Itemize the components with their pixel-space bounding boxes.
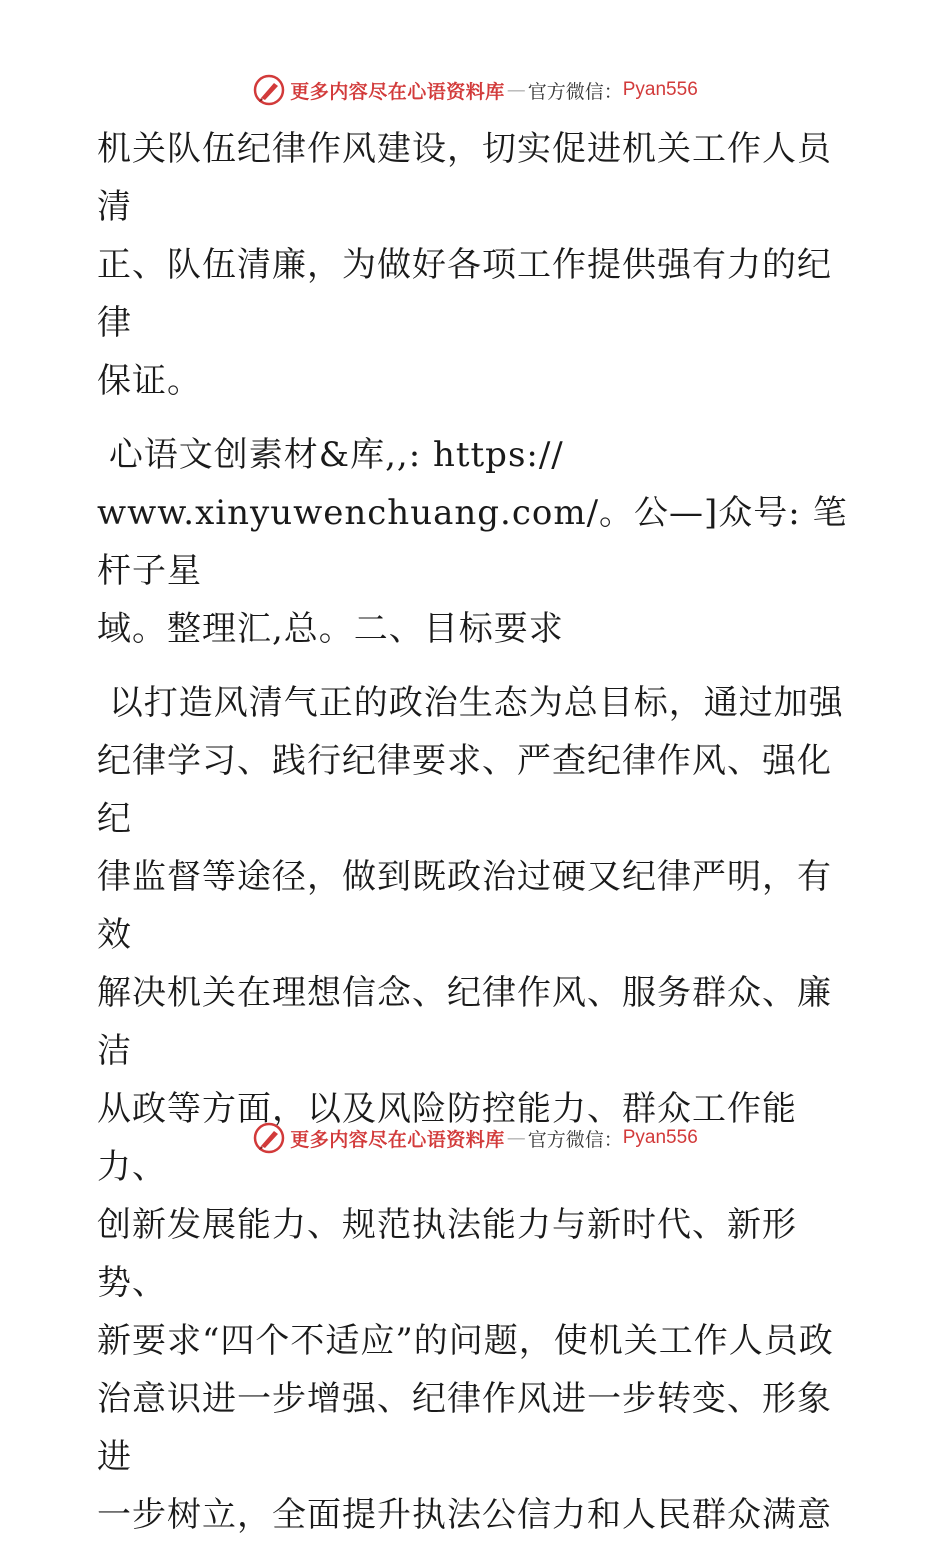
banner-wechat-label: 官方微信：	[527, 80, 623, 103]
banner-separator: —	[506, 79, 526, 101]
banner-wechat-id: Pyan556	[622, 79, 698, 100]
banner-wechat-id: Pyan556	[622, 1127, 698, 1148]
header-banner	[0, 70, 950, 110]
banner-separator: —	[506, 1127, 526, 1149]
pen-logo-icon	[252, 1121, 286, 1155]
paragraph-2: 心语文创素材&库,,: https:// www.xinyuwenchuang.com/。公—]众号: 笔杆子星 域。整理汇,总。二、目标要求	[97, 435, 848, 649]
document-body	[97, 120, 857, 1544]
banner-wechat-label: 官方微信：	[527, 1128, 623, 1151]
footer-banner	[0, 1118, 950, 1158]
banner-main-text: 更多内容尽在心语资料库	[290, 80, 505, 103]
paragraph-3: 以打造风清气正的政治生态为总目标，通过加强 纪律学习、践行纪律要求、严查纪律作风、强化纪 律监督等途径，做到既政治过硬又纪律严明，有效 解决机关在理想信念、纪律作风、服务群众、廉洁 从政等方面，以及风险防控能力、群众工作能力、 创新发展能力、规范执法能力与新时代、新形势、 新要求“四个不适应”的问题，使机关工作人员政 治意识进一步增强、纪律作风进一步转变、形象进 一步树立，全面提升执法公信力和人民群众满意	[97, 683, 844, 1535]
pen-logo-icon	[252, 73, 286, 107]
banner-main-text: 更多内容尽在心语资料库	[290, 1128, 505, 1151]
paragraph-1: 机关队伍纪律作风建设，切实促进机关工作人员清 正、队伍清廉，为做好各项工作提供强有力的纪律 保证。	[97, 129, 832, 401]
